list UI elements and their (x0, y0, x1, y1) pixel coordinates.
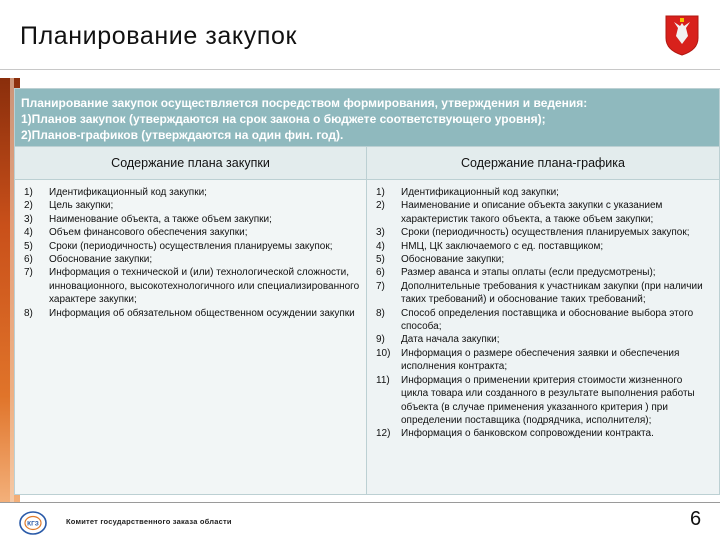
item-number: 10) (376, 347, 391, 359)
column-header-plan: Содержание плана закупки (15, 146, 367, 180)
item-text: Цель закупки; (49, 200, 114, 212)
list-item (376, 374, 711, 428)
item-number: 6) (24, 254, 33, 266)
committee-logo-icon (18, 510, 48, 536)
list-item (376, 347, 711, 374)
item-number: 9) (376, 334, 385, 346)
list-item (24, 266, 360, 306)
item-number: 11) (376, 374, 390, 386)
plan-content-column (15, 180, 367, 494)
item-text: Дата начала закупки; (401, 334, 500, 346)
list-item (24, 199, 360, 212)
item-text: Информация о применении критерия стоимости жизненного цикла товара или созданного в результате выполнения работы объекта (в случае применения указанного критерия ) при определении поставщика (подрядчика, исполнителя); (401, 374, 695, 426)
item-text: Обоснование закупки; (401, 254, 505, 266)
item-number: 2) (376, 200, 385, 212)
item-number: 5) (24, 240, 33, 252)
item-number: 3) (376, 227, 385, 239)
intro-line-3: 2)Планов-графиков (утверждаются на один фин. год). (21, 128, 344, 142)
plan-comparison-table (14, 88, 720, 495)
item-number: 4) (376, 240, 385, 252)
list-item (376, 226, 711, 239)
schedule-items-list (367, 180, 719, 441)
item-text: Идентификационный код закупки; (401, 187, 559, 198)
plan-items-list (15, 180, 366, 320)
list-item (24, 213, 360, 226)
item-text: Дополнительные требования к участникам закупки (при наличии таких требований) и обоснование таких требований; (401, 280, 703, 306)
list-item (376, 253, 711, 266)
footer-committee-name: Комитет государственного заказа области (66, 517, 232, 526)
intro-line-1: Планирование закупок осуществляется посредством формирования, утверждения и ведения: (21, 96, 588, 110)
item-text: Сроки (периодичность) осуществления планируемых закупок; (401, 227, 690, 239)
item-text: Наименование объекта, а также объем закупки; (49, 213, 272, 225)
item-text: Информация о банковском сопровождении контракта. (401, 428, 654, 440)
intro-banner (15, 89, 719, 146)
item-text: Информация о технической и (или) технологической сложности, инновационного, высокотехнологичного или специализированного характере закупки; (49, 267, 360, 306)
item-number: 8) (376, 307, 385, 319)
list-item (24, 253, 360, 266)
item-text: Информация о размере обеспечения заявки и обеспечения исполнения контракта; (401, 347, 680, 373)
list-item (24, 226, 360, 239)
item-number: 1) (376, 187, 385, 198)
list-item (376, 266, 711, 279)
item-text: Размер аванса и этапы оплаты (если предусмотрены); (401, 267, 656, 279)
item-number: 5) (376, 254, 385, 266)
schedule-content-column (367, 180, 719, 494)
intro-line-2: 1)Планов закупок (утверждаются на срок закона о бюджете соответствующего уровня); (21, 112, 546, 126)
item-number: 7) (376, 280, 385, 292)
list-item (376, 280, 711, 307)
item-text: Информация об обязательном общественном осуждении закупки (49, 307, 355, 319)
item-text: Способ определения поставщика и обоснование выбора этого способа; (401, 307, 694, 333)
list-item (24, 186, 360, 199)
item-text: Сроки (периодичность) осуществления планируемы закупок; (49, 240, 333, 252)
list-item (376, 307, 711, 334)
top-divider (0, 69, 720, 70)
page-number: 6 (690, 508, 702, 530)
list-item (376, 199, 711, 226)
item-text: Идентификационный код закупки; (49, 187, 207, 198)
item-text: Объем финансового обеспечения закупки; (49, 227, 248, 239)
item-number: 2) (24, 200, 33, 212)
column-header-schedule: Содержание плана-графика (367, 146, 719, 180)
list-item (24, 307, 360, 320)
list-item (376, 240, 711, 253)
item-number: 7) (24, 267, 33, 279)
item-number: 12) (376, 428, 391, 440)
list-item (376, 427, 711, 440)
item-number: 6) (376, 267, 385, 279)
coat-of-arms-icon (664, 14, 700, 56)
slide-title: Планирование закупок (20, 22, 298, 50)
item-number: 8) (24, 307, 33, 319)
list-item (376, 186, 711, 199)
item-number: 1) (24, 187, 33, 198)
bottom-divider (0, 502, 720, 503)
item-number: 3) (24, 213, 33, 225)
item-text: НМЦ, ЦК заключаемого с ед. поставщиком; (401, 240, 604, 252)
item-number: 4) (24, 227, 33, 239)
item-text: Обоснование закупки; (49, 254, 153, 266)
item-text: Наименование и описание объекта закупки с указанием характеристик такого объекта, а также объем закупки; (401, 200, 663, 225)
list-item (376, 333, 711, 346)
logo-text: КГЗ (27, 520, 39, 528)
list-item (24, 240, 360, 253)
